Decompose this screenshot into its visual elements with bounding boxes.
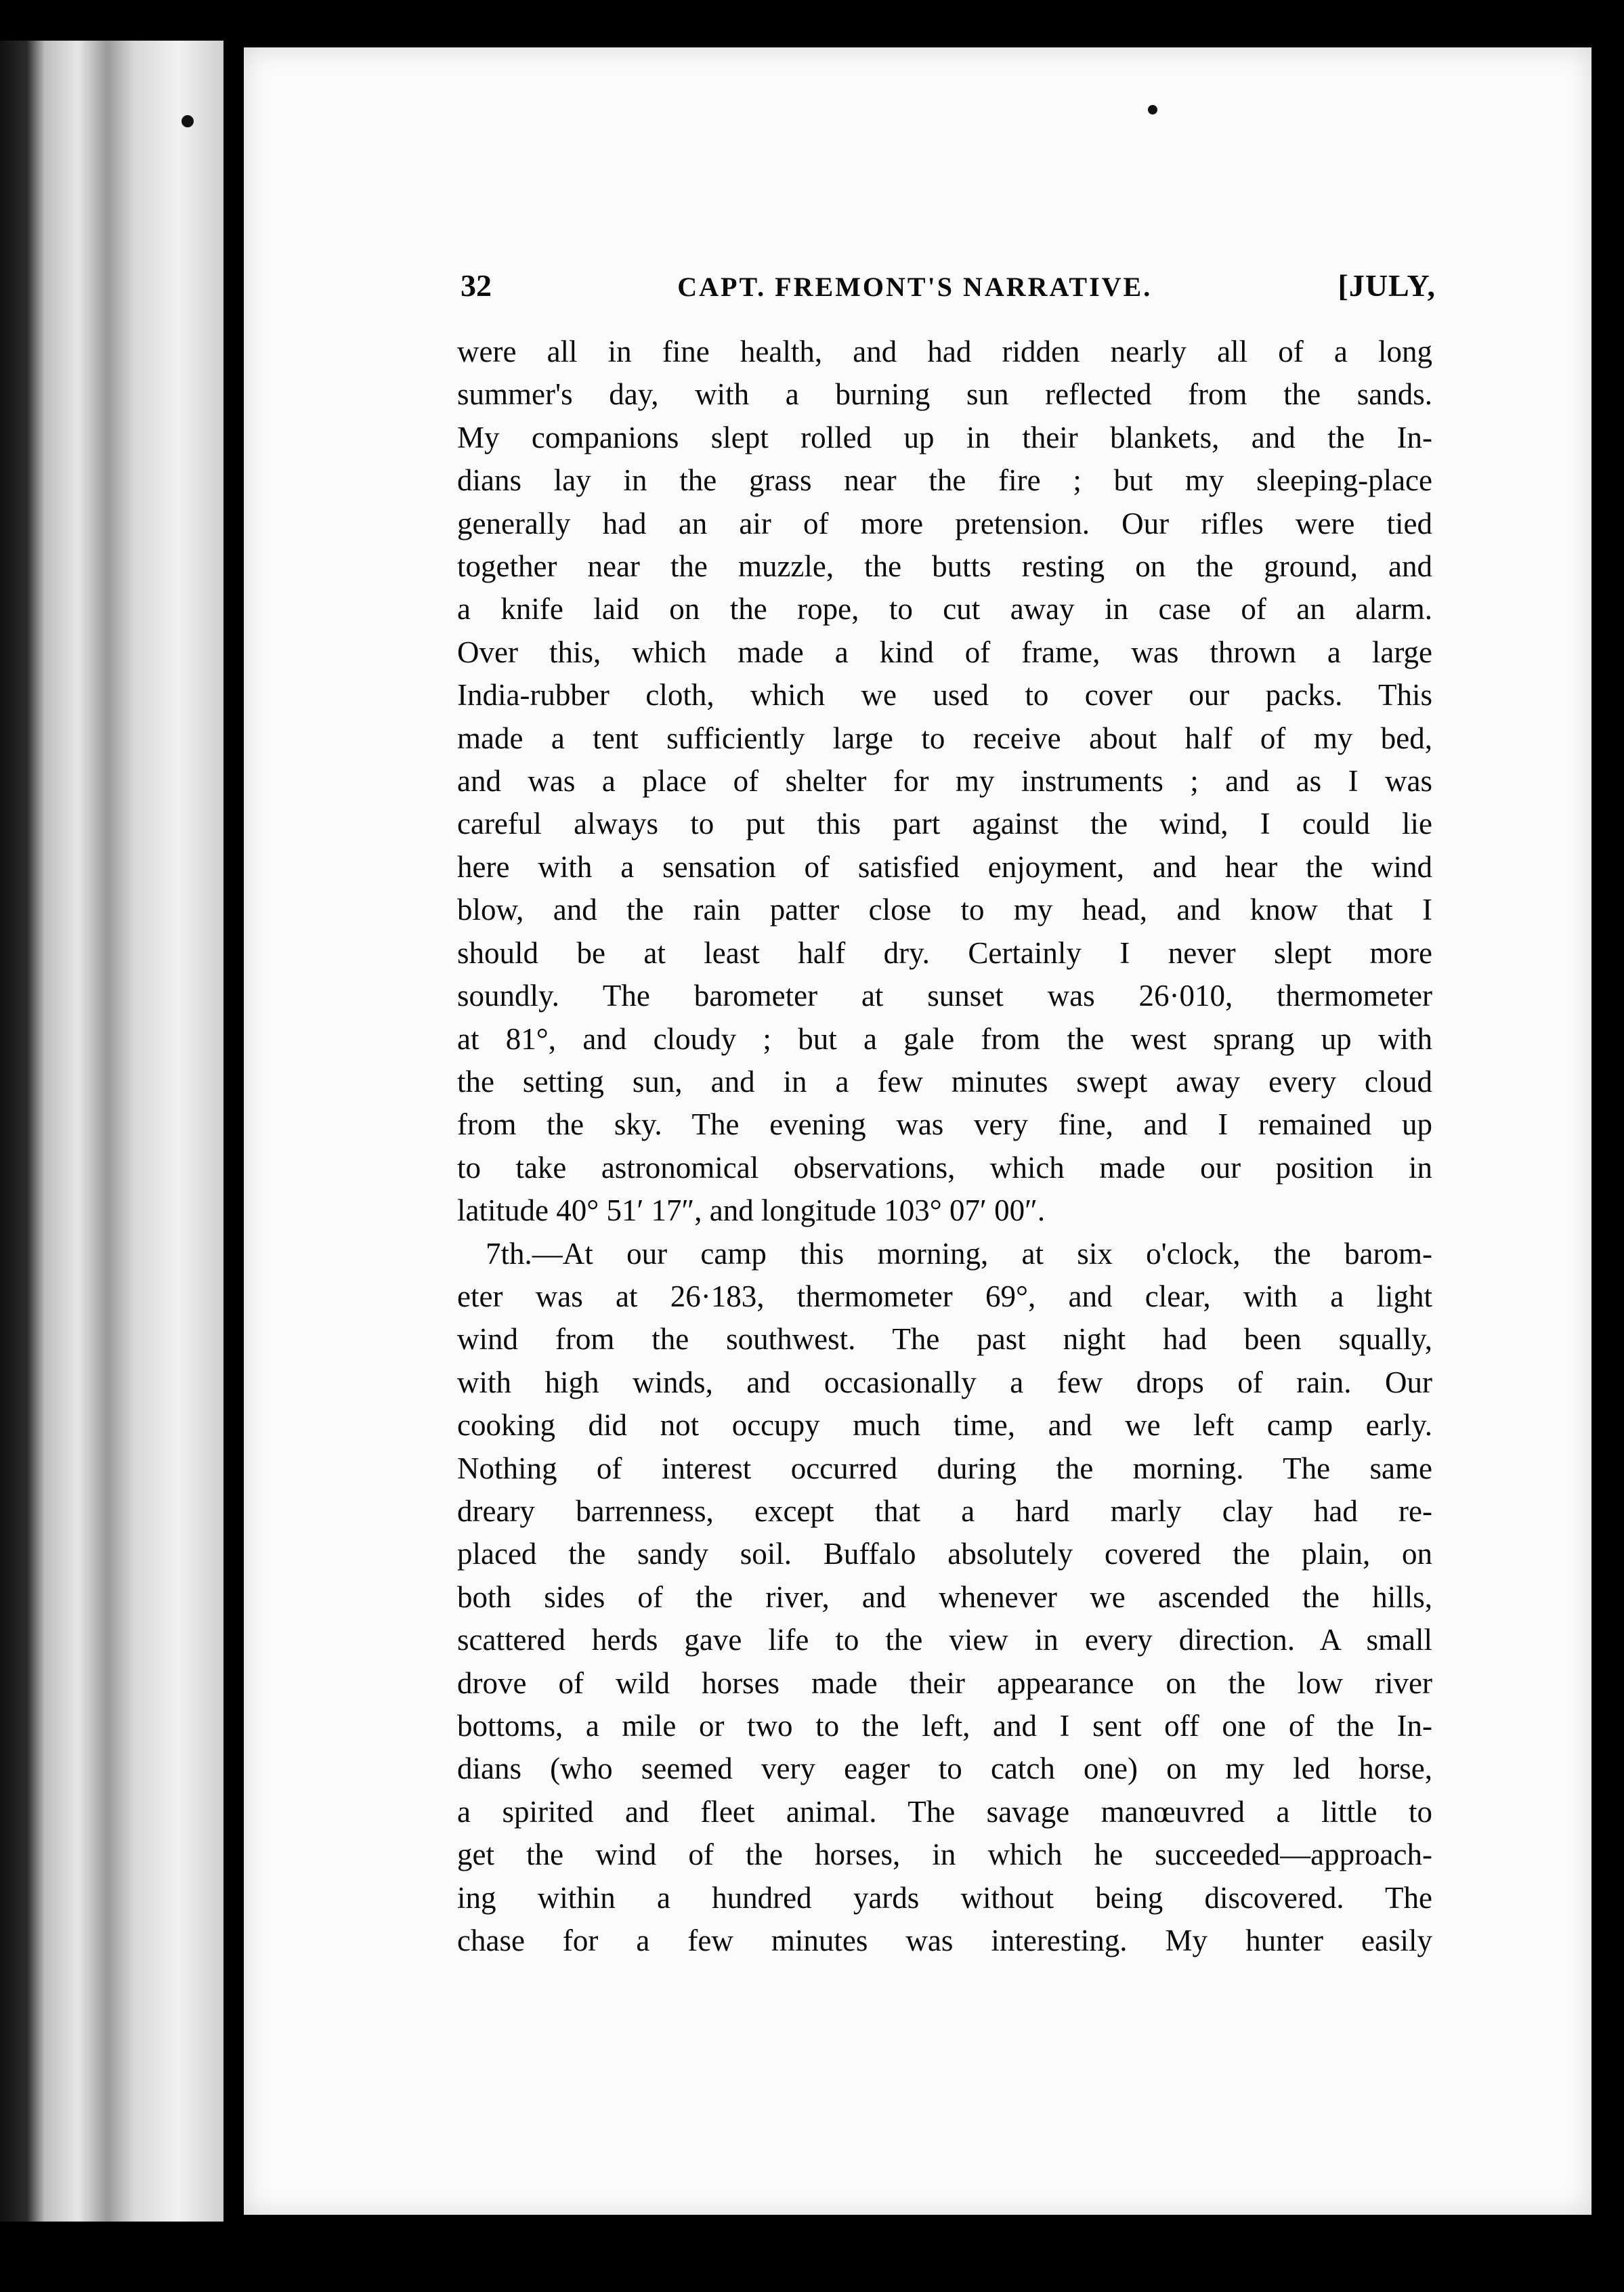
text-line: to take astronomical observations, which made our position in bbox=[457, 1150, 1432, 1185]
text-line: drove of wild horses made their appearance on the low river bbox=[457, 1665, 1432, 1700]
body-text bbox=[457, 331, 1432, 1962]
text-line: blow, and the rain patter close to my head, and know that I bbox=[457, 893, 1432, 927]
text-line: generally had an air of more pretension. Our rifles were tied bbox=[457, 506, 1432, 540]
text-line: summer's day, with a burning sun reflected from the sands. bbox=[457, 377, 1432, 412]
text-line: dians (who seemed very eager to catch one) on my led horse, bbox=[457, 1752, 1432, 1786]
running-date: [JULY, bbox=[1338, 268, 1436, 303]
text-line: bottoms, a mile or two to the left, and I sent off one of the In- bbox=[457, 1709, 1432, 1743]
scan-border-right bbox=[1591, 0, 1624, 2292]
text-line: were all in fine health, and had ridden nearly all of a long bbox=[457, 335, 1432, 368]
text-line: at 81°, and cloudy ; but a gale from the west sprang up with bbox=[457, 1021, 1432, 1056]
page-number: 32 bbox=[461, 268, 492, 303]
text-line: the setting sun, and in a few minutes swept away every cloud bbox=[457, 1064, 1432, 1099]
text-line: with high winds, and occasionally a few drops of rain. Our bbox=[457, 1365, 1432, 1399]
text-line: India-rubber cloth, which we used to cover our packs. This bbox=[457, 678, 1432, 713]
text-line: a knife laid on the rope, to cut away in case of an alarm. bbox=[457, 592, 1432, 627]
text-line: soundly. The barometer at sunset was 26·010, thermometer bbox=[457, 979, 1432, 1013]
running-title: CAPT. FREMONT'S NARRATIVE. bbox=[677, 272, 1153, 302]
text-line: Over this, which made a kind of frame, was thrown a large bbox=[457, 635, 1432, 669]
text-line: latitude 40° 51′ 17″, and longitude 103° 07′ 00″. bbox=[457, 1193, 1046, 1228]
binding-edge bbox=[0, 41, 223, 2222]
text-line: and was a place of shelter for my instruments ; and as I was bbox=[457, 764, 1432, 799]
text-line: from the sky. The evening was very fine, and I remained up bbox=[457, 1107, 1432, 1142]
text-line: here with a sensation of satisfied enjoyment, and hear the wind bbox=[457, 849, 1432, 884]
text-line: made a tent sufficiently large to receive about half of my bed, bbox=[457, 721, 1432, 755]
text-line: chase for a few minutes was interesting. My hunter easily bbox=[457, 1924, 1432, 1958]
text-line: wind from the southwest. The past night had been squally, bbox=[457, 1322, 1432, 1357]
ink-speck bbox=[181, 115, 194, 127]
text-line: eter was at 26·183, thermometer 69°, and clear, with a light bbox=[457, 1279, 1432, 1313]
text-line: cooking did not occupy much time, and we left camp early. bbox=[457, 1408, 1432, 1443]
text-line: dreary barrenness, except that a hard marly clay had re- bbox=[457, 1493, 1432, 1528]
text-line: together near the muzzle, the butts resting on the ground, and bbox=[457, 549, 1432, 584]
text-line: get the wind of the horses, in which he succeeded—approach- bbox=[457, 1838, 1432, 1872]
text-line: Nothing of interest occurred during the morning. The same bbox=[457, 1451, 1432, 1485]
text-line: should be at least half dry. Certainly I never slept more bbox=[457, 935, 1432, 970]
running-header bbox=[461, 268, 1436, 303]
text-line: My companions slept rolled up in their blankets, and the In- bbox=[457, 420, 1432, 454]
scan-border-bottom bbox=[0, 2224, 1624, 2292]
text-line: both sides of the river, and whenever we ascended the hills, bbox=[457, 1579, 1432, 1614]
text-line: careful always to put this part against the wind, I could lie bbox=[457, 807, 1432, 841]
text-line: placed the sandy soil. Buffalo absolutely covered the plain, on bbox=[457, 1537, 1432, 1571]
text-line: a spirited and fleet animal. The savage manœuvred a little to bbox=[457, 1794, 1432, 1829]
ink-speck bbox=[1148, 105, 1157, 114]
text-line: dians lay in the grass near the fire ; but my sleeping-place bbox=[457, 463, 1432, 498]
text-line: scattered herds gave life to the view in every direction. A small bbox=[457, 1623, 1432, 1657]
text-line: 7th.—At our camp this morning, at six o'clock, the barom- bbox=[486, 1236, 1432, 1271]
text-line: ing within a hundred yards without being discovered. The bbox=[457, 1880, 1432, 1915]
